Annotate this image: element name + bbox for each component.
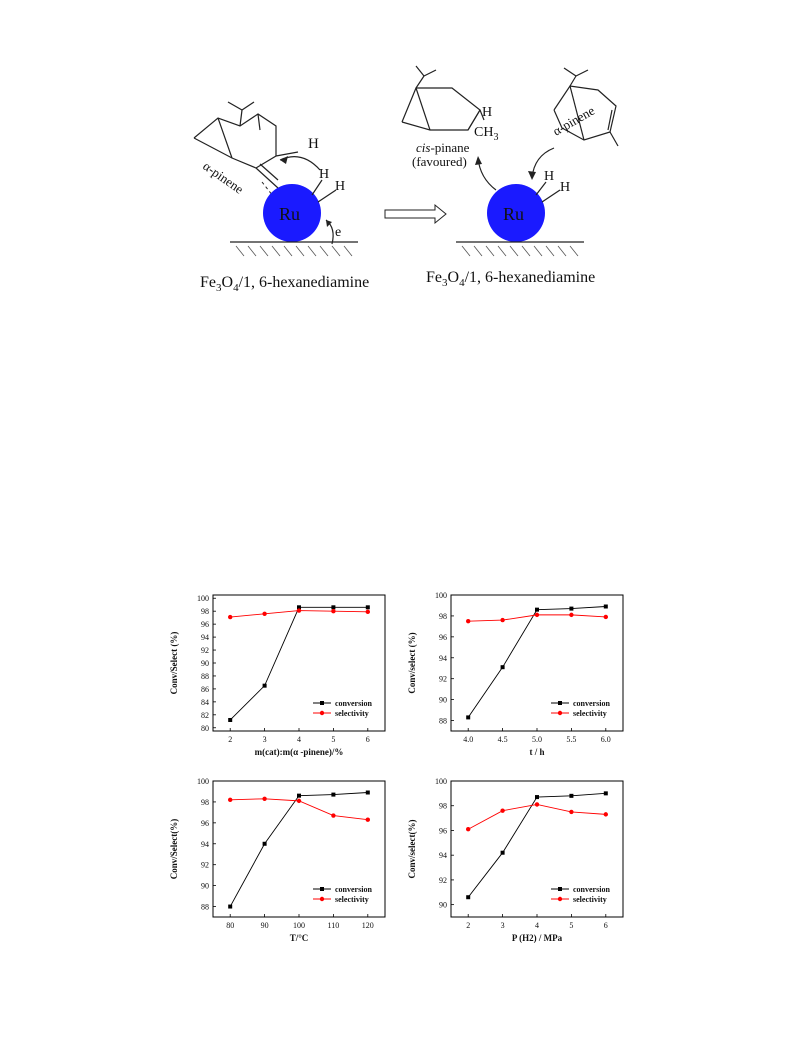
chart0-selectivity-point xyxy=(366,610,370,614)
chart0-x-axis-label: m(cat):m(α -pinene)/% xyxy=(254,747,344,757)
chart0-ytick-label: 94 xyxy=(201,633,209,643)
chart1-ytick-label: 94 xyxy=(439,653,447,663)
chart1-conversion-point xyxy=(569,607,573,611)
chart-time xyxy=(401,583,633,769)
product-ch3: $CH_3$ xyxy=(474,125,499,143)
chart2-x-axis-label: T/°C xyxy=(289,933,309,943)
support-hatching-left xyxy=(236,246,352,256)
chart2-conversion-point xyxy=(366,791,370,795)
alpha-pinene-label-right: α-pinene xyxy=(550,102,598,139)
alpha-pinene-label-left: α-pinene xyxy=(200,158,247,197)
chart1-ytick-label: 98 xyxy=(439,611,447,621)
chart1-ytick-label: 96 xyxy=(439,632,447,642)
chart0-selectivity-point xyxy=(228,615,232,619)
chart0-selectivity-point xyxy=(262,612,266,616)
chart2-ytick-label: 98 xyxy=(201,797,209,807)
chart2-y-axis-label: Conv/Select(%) xyxy=(169,818,179,880)
chart2-legend-selectivity-marker xyxy=(320,897,324,901)
chart1-selectivity-point xyxy=(535,613,539,617)
chart1-selectivity-point xyxy=(569,613,573,617)
chart1-legend-conversion-marker xyxy=(558,701,562,705)
chart2-xtick-label: 120 xyxy=(361,921,374,930)
chart0-xtick-label: 6 xyxy=(365,735,370,744)
chart3-xtick-label: 4 xyxy=(535,921,539,930)
chart1-selectivity-point xyxy=(466,619,470,623)
chart3-xtick-label: 5 xyxy=(569,921,574,930)
chart3-ytick-label: 94 xyxy=(439,851,447,861)
chart1-xtick-label: 5.0 xyxy=(532,735,542,744)
chart2-selectivity-point xyxy=(366,818,370,822)
chart0-selectivity-point xyxy=(331,609,335,613)
left-mechanism xyxy=(194,102,369,294)
chart0-xtick-label: 4 xyxy=(297,735,301,744)
chart0-conversion-point xyxy=(263,684,267,688)
chart0-ytick-label: 92 xyxy=(201,646,209,656)
support-label-left: $Fe_3O_4/1$, 6-hexanediamine xyxy=(200,274,370,294)
chart2-xtick-label: 90 xyxy=(260,921,269,930)
chart3-selectivity-line xyxy=(468,804,606,829)
chart3-legend-conversion-label: conversion xyxy=(573,885,610,894)
chart3-selectivity-point xyxy=(569,810,573,814)
chart2-conversion-point xyxy=(331,793,335,797)
product-arrowhead xyxy=(475,156,482,165)
chart-catalyst-ratio xyxy=(163,583,395,769)
chart3-ytick-label: 92 xyxy=(439,875,447,885)
chart-temperature xyxy=(163,769,395,955)
chart2-conversion-point xyxy=(263,842,267,846)
cis-pinane-label: cis-pinane xyxy=(416,140,470,155)
chart0-ytick-label: 86 xyxy=(201,684,209,694)
chart0-ytick-label: 84 xyxy=(201,697,209,707)
chart1-legend-selectivity-label: selectivity xyxy=(573,709,607,718)
ru-h-bond-right-2 xyxy=(542,190,560,202)
chart0-xtick-label: 2 xyxy=(228,735,233,744)
chart3-conversion-point xyxy=(604,791,608,795)
h-right-2: H xyxy=(560,180,571,195)
chart2-ytick-label: 94 xyxy=(201,839,209,849)
chart1-conversion-point xyxy=(501,665,505,669)
chart3-legend-conversion-marker xyxy=(558,887,562,891)
chart1-xtick-label: 4.5 xyxy=(497,735,508,744)
chart2-ytick-label: 92 xyxy=(201,860,209,870)
chart0-ytick-label: 88 xyxy=(201,671,209,681)
figure-panels xyxy=(163,583,633,955)
chart-panel-catalyst-ratio xyxy=(163,583,395,769)
chart0-selectivity-point xyxy=(297,608,301,612)
chart3-y-axis-label: Conv/select(%) xyxy=(407,819,417,879)
chart0-ytick-label: 98 xyxy=(201,607,209,617)
chart2-xtick-label: 110 xyxy=(327,921,340,930)
chart3-selectivity-point xyxy=(466,827,470,831)
chart3-selectivity-point xyxy=(604,812,608,816)
chart1-xtick-label: 5.5 xyxy=(566,735,577,744)
chart1-ytick-label: 100 xyxy=(435,591,447,600)
ru-label-right: Ru xyxy=(503,204,525,224)
chart1-conversion-point xyxy=(604,605,608,609)
chart1-ytick-label: 90 xyxy=(439,695,447,705)
chart2-ytick-label: 90 xyxy=(201,881,209,891)
chart3-xtick-label: 2 xyxy=(466,921,471,930)
chart1-selectivity-point xyxy=(604,615,608,619)
chart2-selectivity-point xyxy=(331,813,335,817)
chart1-conversion-point xyxy=(466,715,470,719)
chart0-ytick-label: 80 xyxy=(201,723,209,733)
chart3-xtick-label: 3 xyxy=(500,921,505,930)
chart2-legend-conversion-marker xyxy=(320,887,324,891)
chart3-xtick-label: 6 xyxy=(603,921,608,930)
chart1-y-axis-label: Conv/select (%) xyxy=(407,632,417,694)
chart3-ytick-label: 98 xyxy=(439,801,447,811)
chart3-conversion-line xyxy=(468,793,606,897)
arrowhead-h-transfer xyxy=(280,156,288,164)
ru-h-bond-left-2 xyxy=(318,190,336,202)
chart-pressure xyxy=(401,769,633,955)
chart0-conversion-point xyxy=(366,605,370,609)
chart3-ytick-label: 96 xyxy=(439,826,447,836)
chart1-x-axis-label: t / h xyxy=(529,747,545,757)
chart0-legend-selectivity-label: selectivity xyxy=(335,709,369,718)
chart3-conversion-point xyxy=(569,794,573,798)
chart2-conversion-point xyxy=(297,794,301,798)
favoured-label: (favoured) xyxy=(412,154,467,169)
chart3-selectivity-point xyxy=(535,802,539,806)
h-right-1: H xyxy=(544,169,555,184)
chart3-ytick-label: 90 xyxy=(439,900,447,910)
chart2-conversion-point xyxy=(228,905,232,909)
chart2-legend-conversion-label: conversion xyxy=(335,885,372,894)
chart2-selectivity-point xyxy=(228,798,232,802)
adsorption-arrowhead xyxy=(528,171,536,180)
reaction-scheme xyxy=(180,60,620,300)
chart3-conversion-point xyxy=(501,851,505,855)
ru-h-bond-left-1 xyxy=(312,180,322,195)
chart1-conversion-point xyxy=(535,608,539,612)
chart1-xtick-label: 6.0 xyxy=(600,735,611,744)
chart1-xtick-label: 4.0 xyxy=(463,735,474,744)
chart0-conversion-point xyxy=(228,718,232,722)
chart3-conversion-point xyxy=(466,895,470,899)
hydrogen-atom-green: H xyxy=(308,136,319,152)
h-left-2: H xyxy=(335,179,346,194)
chart3-legend-selectivity-marker xyxy=(558,897,562,901)
chart0-xtick-label: 3 xyxy=(262,735,267,744)
chart2-ytick-label: 100 xyxy=(197,777,209,786)
chart0-ytick-label: 96 xyxy=(201,620,209,630)
chart2-xtick-label: 80 xyxy=(226,921,235,930)
chart3-x-axis-label: P (H2) / MPa xyxy=(511,933,563,943)
electron-label: e xyxy=(335,225,342,240)
chart3-legend-selectivity-label: selectivity xyxy=(573,895,607,904)
right-mechanism xyxy=(402,66,618,289)
product-h: H xyxy=(482,105,493,120)
reaction-arrow xyxy=(385,205,446,223)
chart0-legend-conversion-marker xyxy=(320,701,324,705)
chart3-selectivity-point xyxy=(500,808,504,812)
chart1-legend-conversion-label: conversion xyxy=(573,699,610,708)
chart0-legend-selectivity-marker xyxy=(320,711,324,715)
chart0-ytick-label: 100 xyxy=(197,594,209,604)
cis-pinane-structure xyxy=(402,66,484,130)
chart0-ytick-label: 82 xyxy=(201,710,209,720)
chart-panel-pressure xyxy=(401,769,633,955)
chart1-ytick-label: 88 xyxy=(439,716,447,726)
chart2-selectivity-point xyxy=(297,799,301,803)
chart2-legend-selectivity-label: selectivity xyxy=(335,895,369,904)
chart0-legend-conversion-label: conversion xyxy=(335,699,372,708)
chart1-ytick-label: 92 xyxy=(439,674,447,684)
support-label-right: $Fe_3O_4/1$, 6-hexanediamine xyxy=(426,269,596,289)
chart0-xtick-label: 5 xyxy=(331,735,336,744)
chart2-ytick-label: 96 xyxy=(201,818,209,828)
chart0-conversion-point xyxy=(331,605,335,609)
chart-panel-temperature xyxy=(163,769,395,955)
chart1-legend-selectivity-marker xyxy=(558,711,562,715)
chart2-ytick-label: 88 xyxy=(201,902,209,912)
h-left-1: H xyxy=(319,167,330,182)
support-hatching-right xyxy=(462,246,578,256)
chart0-ytick-label: 90 xyxy=(201,659,209,668)
chart3-ytick-label: 100 xyxy=(435,777,447,786)
chart1-selectivity-point xyxy=(500,618,504,622)
chart-panel-time xyxy=(401,583,633,769)
ru-label-left: Ru xyxy=(279,204,301,224)
chart0-y-axis-label: Conv/Select (%) xyxy=(169,631,179,695)
chart3-conversion-point xyxy=(535,795,539,799)
chart2-xtick-label: 100 xyxy=(293,921,305,930)
chart2-selectivity-point xyxy=(262,797,266,801)
